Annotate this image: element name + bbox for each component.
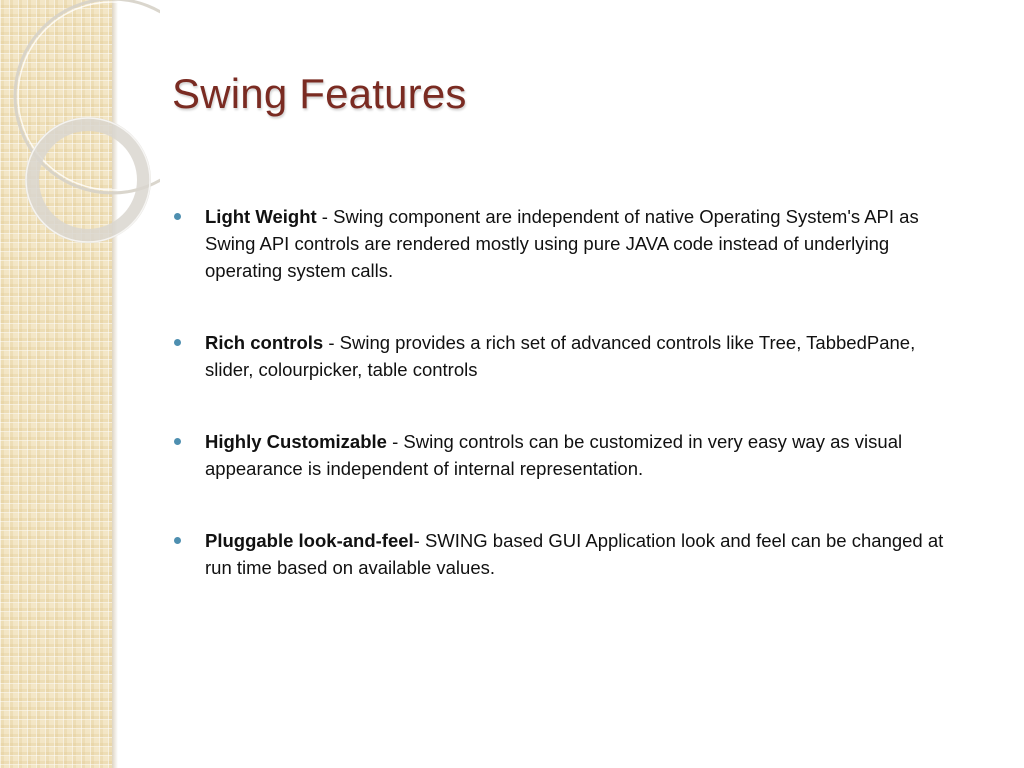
bullet-text: - SWING based GUI Application look and feel can be changed at run time based on available values. bbox=[205, 530, 944, 578]
bullet-term: Highly Customizable bbox=[205, 431, 387, 452]
bullet-highly-customizable bbox=[174, 428, 964, 482]
decorative-ring-small bbox=[32, 124, 144, 236]
bullet-dot-icon bbox=[174, 438, 181, 445]
bullet-text: - Swing controls can be customized in very easy way as visual appearance is independent of internal representation. bbox=[205, 431, 903, 479]
decorative-ring-small-highlight bbox=[26, 118, 150, 242]
bullet-dot-icon bbox=[174, 537, 181, 544]
bullet-rich-controls bbox=[174, 329, 964, 383]
bullet-light-weight bbox=[174, 203, 964, 284]
bullet-pluggable-look-and-feel bbox=[174, 527, 964, 581]
bullet-term: Light Weight bbox=[205, 206, 317, 227]
slide-title: Swing Features bbox=[172, 70, 467, 117]
bullet-list bbox=[174, 203, 964, 581]
decorative-rings bbox=[0, 0, 160, 260]
bullet-text: - Swing component are independent of native Operating System's API as Swing API controls are rendered mostly using pure JAVA code instead of underlying operating system calls. bbox=[205, 206, 919, 281]
bullet-term: Rich controls bbox=[205, 332, 324, 353]
bullet-term: Pluggable look-and-feel bbox=[205, 530, 414, 551]
bullet-dot-icon bbox=[174, 213, 181, 220]
bullet-dot-icon bbox=[174, 339, 181, 346]
bullet-text: - Swing provides a rich set of advanced controls like Tree, TabbedPane, slider, colourpicker, table controls bbox=[205, 332, 916, 380]
